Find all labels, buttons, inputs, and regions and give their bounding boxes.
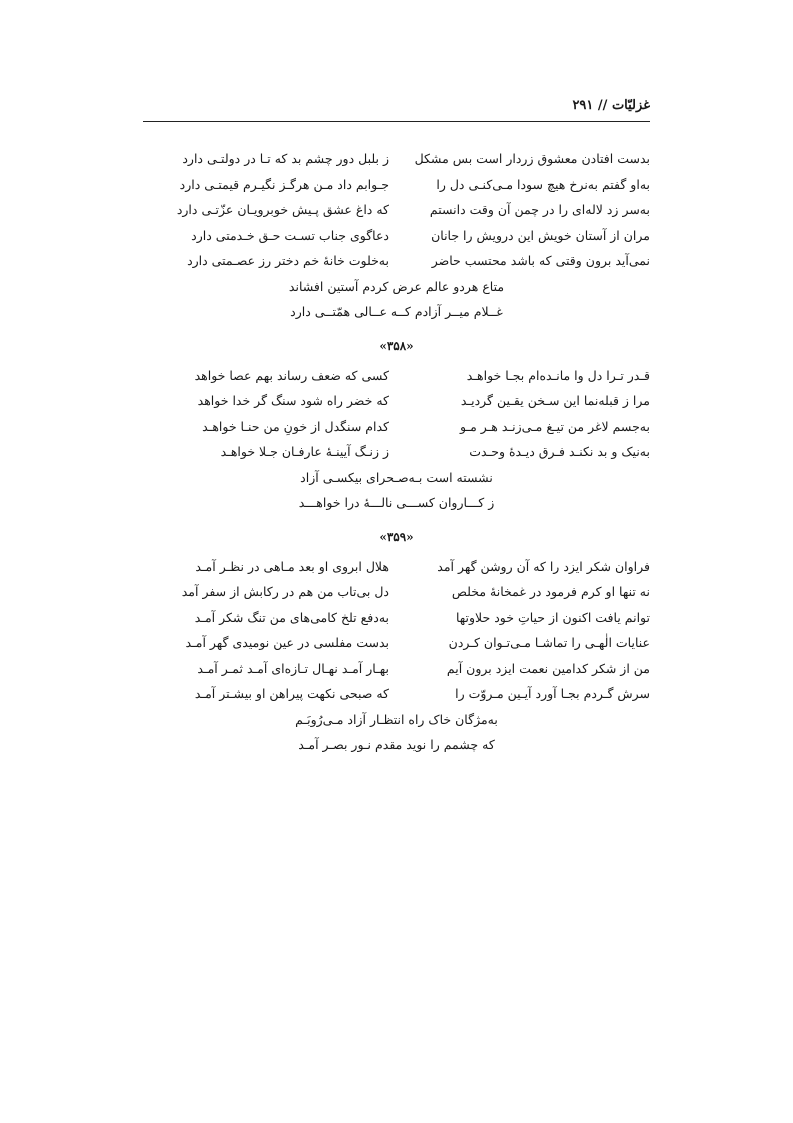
closing-line: متاع هردو عالم عرض کردم آستین افشاند [288, 278, 505, 294]
second-hemistich: دل بی‌تاب من هم در رکابش از سفر آمد [181, 584, 389, 599]
couplet [143, 197, 650, 223]
poems-container [143, 146, 650, 770]
couplet [143, 656, 650, 682]
closing-line: به‌مژگان خاک راه انتظـار آزاد مـی‌رُوبَـم [295, 711, 498, 727]
couplet [143, 248, 650, 274]
couplet [143, 223, 650, 249]
poem-number: «۳۵۸» [379, 338, 414, 353]
first-hemistich: مران از آستان خویش این درویش را جانان [431, 227, 650, 243]
first-hemistich: به‌نیک و بد نکنـد فـرق دیـدهٔ وحـدت [469, 444, 650, 459]
first-hemistich: نه تنها او کرم فرمود در غمخانهٔ مخلص [451, 584, 650, 599]
poem-section [143, 337, 650, 516]
first-hemistich: به‌او گفتم به‌نرخ هیچ سودا مـی‌کنـی دل را [436, 176, 650, 192]
second-hemistich: ز زنـگ آیینـهٔ عارفـان جـلا خواهـد [220, 444, 389, 459]
first-hemistich: مرا ز قبله‌نما این سـخن یقـین گردیـد [460, 393, 650, 408]
first-hemistich: به‌جسم لاغر من تیـغ مـی‌زنـد هـر مـو [459, 418, 650, 434]
first-hemistich: من از شکر کدامین نعمت ایزد برون آیم [446, 660, 650, 676]
couplet [143, 554, 650, 580]
closing-line: نشسته است بـه‌صـحرای بیکسـی آزاد [300, 469, 493, 485]
couplet [143, 605, 650, 631]
first-hemistich: به‌سر زد لاله‌ای را در چمن آن وقت دانستم [429, 202, 650, 217]
first-hemistich: فراوان شکر ایزد را که آن روشن گهر آمد [437, 558, 650, 574]
second-hemistich: که صبحی نکهت پیراهن او بیشـتر آمـد [194, 686, 389, 701]
second-hemistich: که خضر راه شود سنگ گر خدا خواهد [197, 393, 389, 408]
first-hemistich: سرش گـردم بجـا آورد آیـین مـروّت را [455, 686, 650, 701]
second-hemistich: به‌خلوت خانهٔ خم دختر رز عصـمتی دارد [187, 253, 389, 268]
second-hemistich: ز بلبل دور چشم بد که تـا در دولتـی دارد [182, 151, 389, 166]
second-hemistich: دعاگوی جناب تسـت حـق خـدمتی دارد [191, 227, 389, 243]
couplet [143, 681, 650, 707]
first-hemistich: عنایات الٰهـی را تماشـا مـی‌تـوان کـردن [448, 635, 650, 650]
first-hemistich: بدست افتادن معشوق زردار است بس مشکل [414, 151, 650, 166]
couplet [143, 172, 650, 198]
first-hemistich: نمی‌آید برون وقتی که باشد محتسب حاضر [431, 253, 650, 268]
header-rule [143, 121, 650, 122]
second-hemistich: کدام سنگدل از خونِ من حنـا خواهـد [202, 418, 389, 434]
second-hemistich: که داغ عشق پـیش خوبرویـان عزّتـی دارد [176, 202, 389, 217]
couplet [143, 439, 650, 465]
couplet [143, 579, 650, 605]
couplet [143, 630, 650, 656]
closing-line: ز کـــاروان کســـی نالـــهٔ درا خواهـــد [298, 495, 495, 510]
first-hemistich: توانم یافت اکنون از حیاتِ خود حلاوتها [455, 609, 650, 625]
couplet [143, 146, 650, 172]
first-hemistich: قـدر تـرا دل وا مانـده‌ام بجـا خواهـد [466, 367, 650, 383]
running-header: غزلیّات // ۲۹۱ [572, 98, 650, 113]
second-hemistich: جـوابم داد مـن هرگـز نگیـرم قیمتـی دارد [179, 176, 389, 192]
second-hemistich: به‌دفع تلخ کامی‌های من تنگ شکر آمـد [194, 609, 389, 625]
second-hemistich: کسی که ضعف رساند بهم عصا خواهد [194, 367, 389, 383]
poem-number: «۳۵۹» [379, 529, 414, 544]
couplet [143, 388, 650, 414]
second-hemistich: بهـار آمـد نهـال تـازه‌ای آمـد ثمـر آمـد [197, 660, 389, 676]
poem-section [143, 528, 650, 758]
second-hemistich: بدست مفلسی در عین نومیدی گهر آمـد [185, 635, 389, 650]
couplet [143, 414, 650, 440]
second-hemistich: هلال ابروی او بعد مـاهی در نظـر آمـد [195, 558, 389, 574]
poem-section [143, 146, 650, 325]
closing-line: غــلام میــر آزادم کــه عــالی همّتــی دارد [290, 304, 503, 319]
couplet [143, 363, 650, 389]
closing-line: که چشمم را نوید مقدم نـور بصـر آمـد [298, 737, 495, 752]
